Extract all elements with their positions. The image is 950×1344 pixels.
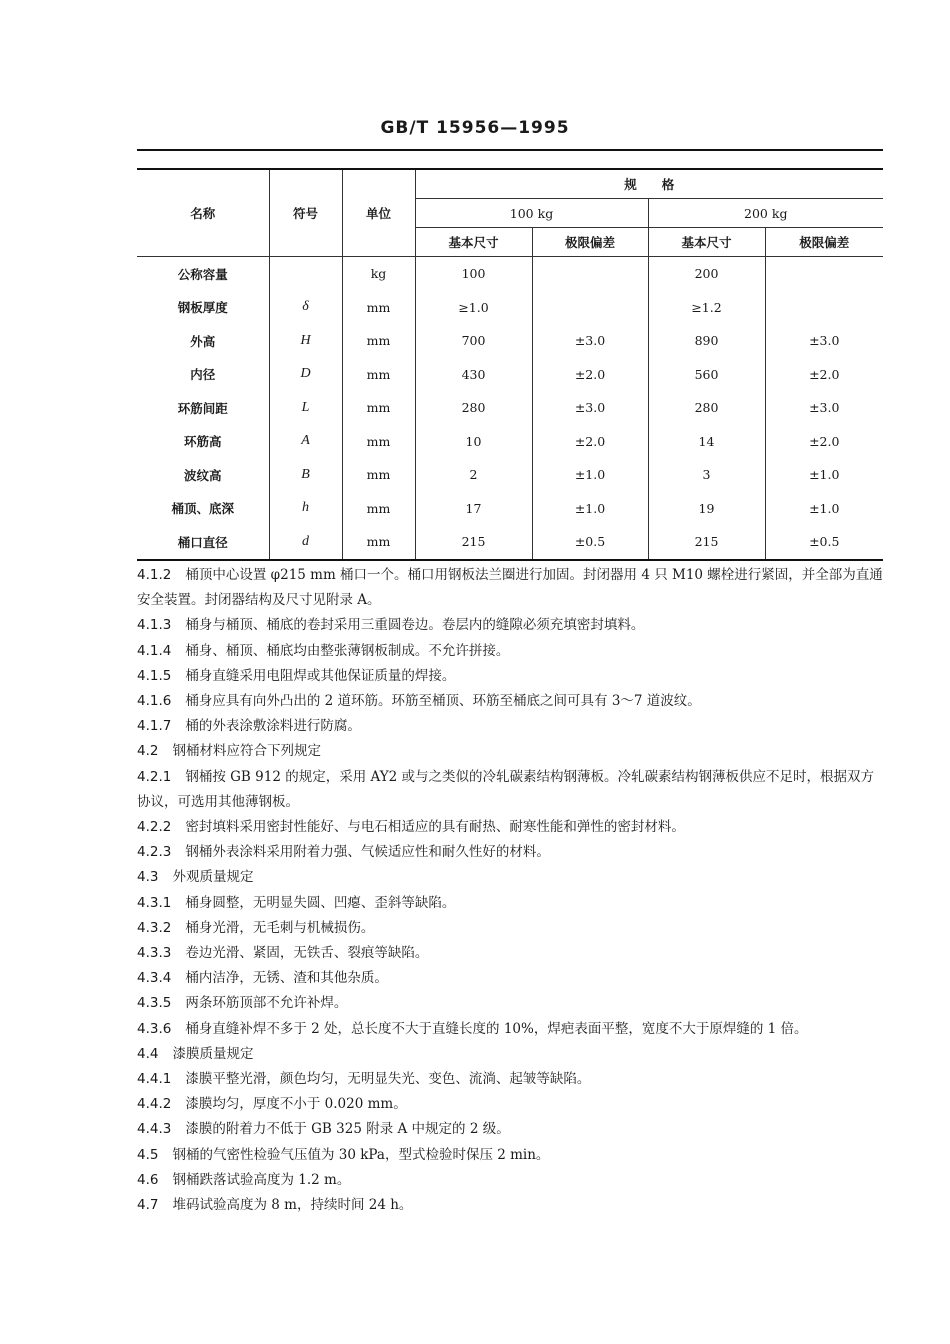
header-tol-100: 极限偏差	[532, 228, 648, 257]
clause-number: 4.5	[137, 1146, 159, 1163]
clause-body: 钢桶外表涂料采用附着力强、气候适应性和耐久性好的材料。	[185, 844, 550, 861]
row-basic-100: 215	[415, 525, 532, 560]
clause-body: 桶身圆整，无明显失圆、凹瘪、歪斜等缺陷。	[185, 894, 456, 911]
row-basic-100: 430	[415, 358, 532, 392]
clause-paragraph	[137, 1143, 883, 1168]
clause-body: 桶身直缝采用电阻焊或其他保证质量的焊接。	[185, 667, 456, 684]
table-row	[137, 425, 883, 459]
clause-body: 桶身光滑，无毛刺与机械损伤。	[185, 919, 375, 936]
clause-body: 漆膜均匀，厚度不小于 0.020 mm。	[185, 1096, 407, 1113]
row-symbol: δ	[269, 291, 342, 325]
row-basic-200: 890	[648, 324, 765, 358]
row-tol-200: ±1.0	[765, 458, 883, 492]
row-symbol: A	[269, 425, 342, 459]
row-basic-100: 17	[415, 492, 532, 526]
clause-body: 两条环筋顶部不允许补焊。	[185, 995, 348, 1012]
row-tol-200: ±2.0	[765, 358, 883, 392]
row-tol-100	[532, 257, 648, 291]
row-unit: mm	[342, 525, 415, 560]
header-tol-200: 极限偏差	[765, 228, 883, 257]
clause-paragraph	[137, 1042, 883, 1067]
row-tol-200	[765, 257, 883, 291]
document-number: GB/T 15956—1995	[380, 118, 570, 138]
clause-body: 桶身应具有向外凸出的 2 道环筋。环筋至桶顶、环筋至桶底之间可具有 3～7 道波纹。	[185, 693, 701, 710]
header-basic-200: 基本尺寸	[648, 228, 765, 257]
clause-body: 桶身与桶顶、桶底的卷封采用三重圆卷边。卷层内的缝隙必须充填密封填料。	[185, 617, 645, 634]
table-row	[137, 358, 883, 392]
clause-number: 4.6	[137, 1171, 159, 1188]
row-name: 环筋间距	[137, 391, 269, 425]
row-basic-200: 3	[648, 458, 765, 492]
table-row	[137, 458, 883, 492]
clause-number: 4.4.1	[137, 1071, 172, 1088]
clause-paragraph	[137, 1017, 883, 1042]
clause-number: 4.3.3	[137, 945, 172, 962]
header-100kg: 100 kg	[415, 199, 648, 228]
clause-body: 桶身、桶顶、桶底均由整张薄钢板制成。不允许拼接。	[185, 642, 510, 659]
clause-paragraph	[137, 991, 883, 1016]
row-unit: mm	[342, 391, 415, 425]
clause-paragraph	[137, 664, 883, 689]
clause-body: 漆膜平整光滑，颜色均匀，无明显失光、变色、流淌、起皱等缺陷。	[185, 1071, 591, 1088]
clause-paragraph	[137, 689, 883, 714]
clause-number: 4.1.7	[137, 718, 172, 735]
clause-body: 钢桶材料应符合下列规定	[172, 743, 321, 760]
header-200kg: 200 kg	[648, 199, 883, 228]
row-unit: mm	[342, 492, 415, 526]
clause-paragraph	[137, 815, 883, 840]
clause-body: 钢桶跌落试验高度为 1.2 m。	[172, 1171, 351, 1188]
row-basic-200: 200	[648, 257, 765, 291]
row-tol-100	[532, 291, 648, 325]
clause-number: 4.3.4	[137, 970, 172, 987]
clause-number: 4.1.2	[137, 567, 172, 583]
clause-body: 桶身直缝补焊不多于 2 处，总长度不大于直缝长度的 10%，焊疤表面平整，宽度不大于原焊缝的 1 倍。	[185, 1020, 808, 1037]
header-rule	[137, 149, 883, 151]
row-basic-100: ≥1.0	[415, 291, 532, 325]
header-spec: 规 格	[415, 169, 883, 199]
row-unit: mm	[342, 425, 415, 459]
row-name: 公称容量	[137, 257, 269, 291]
clause-paragraph	[137, 639, 883, 664]
clause-number: 4.2.1	[137, 768, 172, 785]
clause-body: 堆码试验高度为 8 m，持续时间 24 h。	[172, 1197, 413, 1214]
row-tol-200: ±3.0	[765, 324, 883, 358]
clause-paragraph	[137, 966, 883, 991]
clause-text	[137, 563, 883, 1218]
clause-paragraph	[137, 739, 883, 764]
row-name: 钢板厚度	[137, 291, 269, 325]
row-tol-200: ±3.0	[765, 391, 883, 425]
row-name: 桶顶、底深	[137, 492, 269, 526]
clause-paragraph	[137, 891, 883, 916]
row-basic-100: 10	[415, 425, 532, 459]
clause-number: 4.1.5	[137, 667, 172, 684]
clause-body: 密封填料采用密封性能好、与电石相适应的具有耐热、耐寒性能和弹性的密封材料。	[185, 819, 685, 836]
row-basic-200: 560	[648, 358, 765, 392]
table-row	[137, 324, 883, 358]
row-tol-100: ±3.0	[532, 324, 648, 358]
row-basic-100: 100	[415, 257, 532, 291]
row-symbol: D	[269, 358, 342, 392]
row-basic-200: ≥1.2	[648, 291, 765, 325]
row-tol-100: ±0.5	[532, 525, 648, 560]
clause-number: 4.3.5	[137, 995, 172, 1012]
clause-number: 4.1.3	[137, 617, 172, 634]
table-row	[137, 291, 883, 325]
clause-paragraph	[137, 941, 883, 966]
row-tol-100: ±2.0	[532, 358, 648, 392]
clause-paragraph	[137, 916, 883, 941]
clause-number: 4.2.2	[137, 819, 172, 836]
clause-paragraph	[137, 840, 883, 865]
row-basic-200: 280	[648, 391, 765, 425]
clause-number: 4.3	[137, 869, 159, 886]
clause-number: 4.4	[137, 1045, 159, 1062]
row-tol-100: ±1.0	[532, 492, 648, 526]
row-name: 内径	[137, 358, 269, 392]
clause-paragraph	[137, 1092, 883, 1117]
row-basic-200: 19	[648, 492, 765, 526]
clause-paragraph	[137, 1193, 883, 1218]
row-symbol: B	[269, 458, 342, 492]
row-symbol: H	[269, 324, 342, 358]
row-name: 环筋高	[137, 425, 269, 459]
clause-body: 桶内洁净，无锈、渣和其他杂质。	[185, 970, 388, 987]
row-tol-200: ±1.0	[765, 492, 883, 526]
row-symbol: d	[269, 525, 342, 560]
specification-table	[137, 168, 883, 561]
row-symbol: h	[269, 492, 342, 526]
row-basic-100: 700	[415, 324, 532, 358]
clause-number: 4.3.1	[137, 894, 172, 911]
clause-paragraph	[137, 1168, 883, 1193]
header-name: 名称	[137, 169, 269, 257]
row-tol-100: ±3.0	[532, 391, 648, 425]
clause-body: 漆膜质量规定	[172, 1045, 254, 1062]
header-basic-100: 基本尺寸	[415, 228, 532, 257]
row-basic-200: 14	[648, 425, 765, 459]
row-tol-100: ±2.0	[532, 425, 648, 459]
clause-number: 4.3.6	[137, 1020, 172, 1037]
row-unit: kg	[342, 257, 415, 291]
clause-number: 4.7	[137, 1197, 159, 1214]
table-row	[137, 492, 883, 526]
clause-paragraph	[137, 1117, 883, 1142]
row-unit: mm	[342, 324, 415, 358]
header-unit: 单位	[342, 169, 415, 257]
table-row	[137, 257, 883, 291]
clause-body: 外观质量规定	[172, 869, 254, 886]
row-name: 波纹高	[137, 458, 269, 492]
clause-body: 桶的外表涂敷涂料进行防腐。	[185, 718, 361, 735]
clause-number: 4.4.3	[137, 1121, 172, 1138]
table-row	[137, 391, 883, 425]
clause-paragraph	[137, 865, 883, 890]
row-tol-200	[765, 291, 883, 325]
clause-number: 4.4.2	[137, 1096, 172, 1113]
row-basic-100: 280	[415, 391, 532, 425]
row-symbol	[269, 257, 342, 291]
row-tol-200: ±0.5	[765, 525, 883, 560]
clause-body: 卷边光滑、紧固，无铁舌、裂痕等缺陷。	[185, 945, 429, 962]
clause-number: 4.2	[137, 743, 159, 760]
row-unit: mm	[342, 458, 415, 492]
clause-body: 漆膜的附着力不低于 GB 325 附录 A 中规定的 2 级。	[185, 1121, 510, 1138]
row-basic-100: 2	[415, 458, 532, 492]
clause-paragraph	[137, 714, 883, 739]
clause-paragraph	[137, 613, 883, 638]
clause-body: 钢桶按 GB 912 的规定，采用 AY2 或与之类似的冷轧碳素结构钢薄板。冷轧碳素结构钢薄板供应不足时，根据双方协议，可选用其他薄钢板。	[137, 768, 874, 810]
clause-number: 4.2.3	[137, 844, 172, 861]
header-symbol: 符号	[269, 169, 342, 257]
clause-body: 钢桶的气密性检验气压值为 30 kPa，型式检验时保压 2 min。	[172, 1146, 550, 1163]
row-name: 桶口直径	[137, 525, 269, 560]
clause-paragraph	[137, 1067, 883, 1092]
row-basic-200: 215	[648, 525, 765, 560]
row-symbol: L	[269, 391, 342, 425]
clause-number: 4.1.4	[137, 642, 172, 659]
clause-number: 4.3.2	[137, 919, 172, 936]
table-row	[137, 525, 883, 560]
clause-body: 桶顶中心设置 φ215 mm 桶口一个。桶口用钢板法兰圈进行加固。封闭器用 4 只 M10 螺栓进行紧固，并全部为直通安全装置。封闭器结构及尺寸见附录 A。	[137, 567, 883, 609]
clause-paragraph	[137, 563, 883, 613]
clause-number: 4.1.6	[137, 693, 172, 710]
row-name: 外高	[137, 324, 269, 358]
row-tol-200: ±2.0	[765, 425, 883, 459]
row-tol-100: ±1.0	[532, 458, 648, 492]
row-unit: mm	[342, 358, 415, 392]
row-unit: mm	[342, 291, 415, 325]
clause-paragraph	[137, 765, 883, 815]
